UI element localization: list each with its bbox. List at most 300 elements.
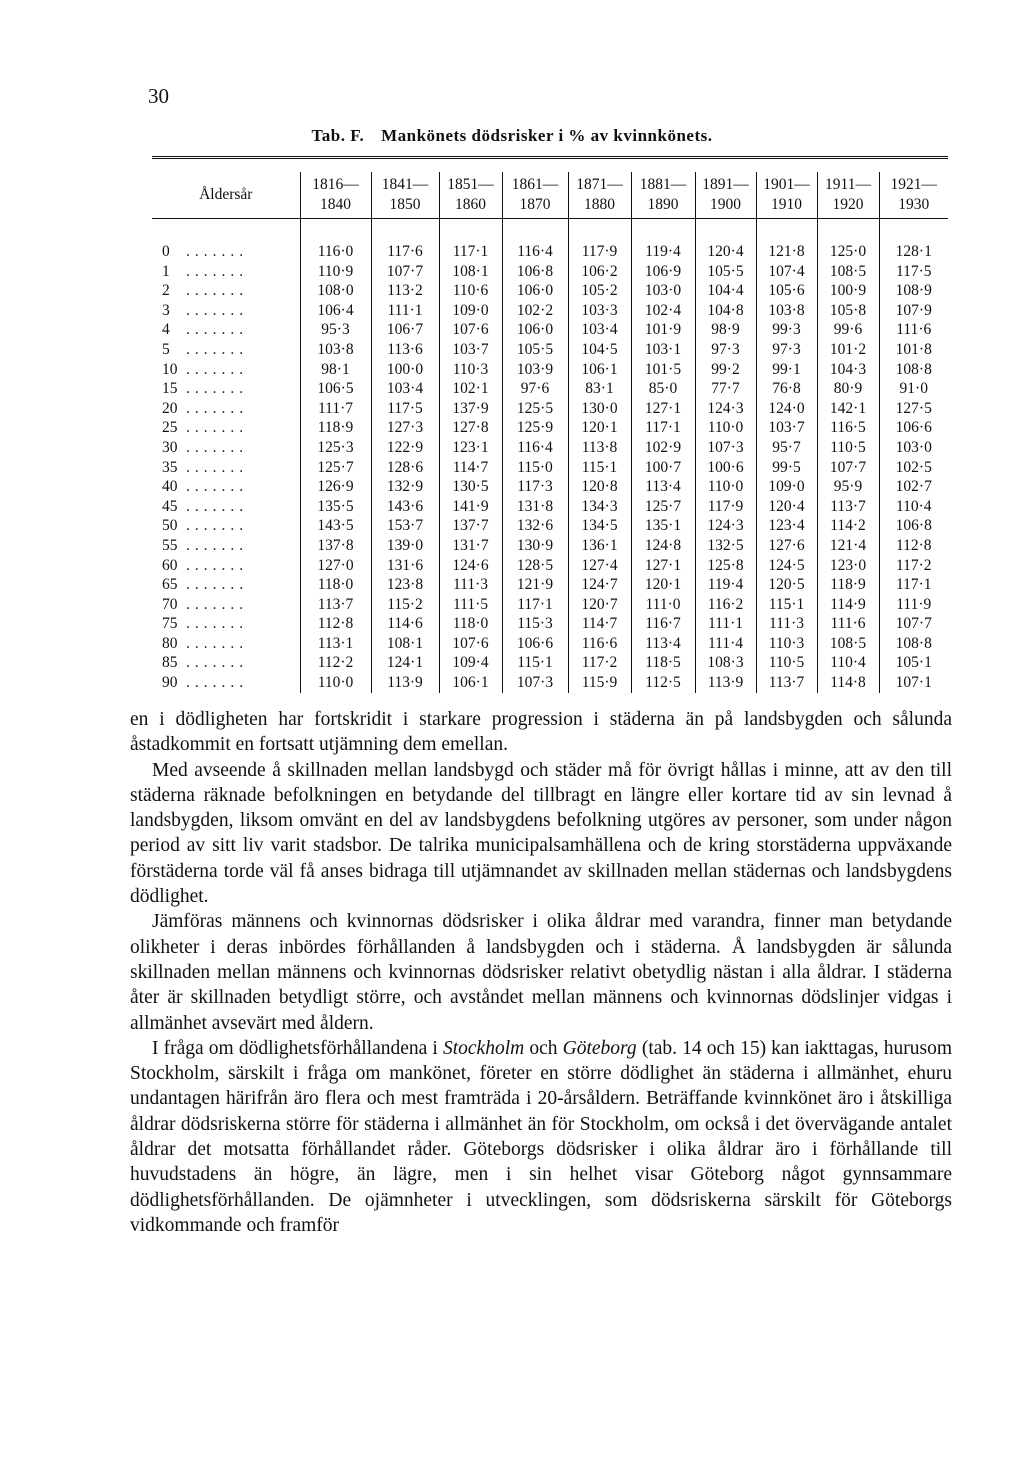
value-cell: 120·1 — [568, 418, 631, 438]
value-cell: 134·3 — [568, 497, 631, 517]
value-cell: 99·1 — [756, 360, 817, 380]
value-cell: 126·9 — [300, 477, 371, 497]
table-row — [152, 438, 948, 458]
value-cell: 109·4 — [439, 653, 502, 673]
value-cell: 111·6 — [879, 320, 948, 340]
value-cell: 106·1 — [439, 673, 502, 693]
value-cell: 117·2 — [568, 653, 631, 673]
value-cell: 118·0 — [439, 614, 502, 634]
table-row — [152, 320, 948, 340]
value-cell: 127·0 — [300, 556, 371, 576]
value-cell: 111·4 — [695, 634, 756, 654]
value-cell: 141·9 — [439, 497, 502, 517]
value-cell: 117·9 — [568, 242, 631, 262]
table-row — [152, 458, 948, 478]
value-cell: 124·3 — [695, 399, 756, 419]
table-row — [152, 516, 948, 536]
value-cell: 118·9 — [300, 418, 371, 438]
age-cell: 80 ....... — [162, 634, 249, 652]
value-cell: 105·6 — [756, 281, 817, 301]
value-cell: 105·5 — [502, 340, 568, 360]
value-cell: 114·7 — [439, 458, 502, 478]
value-cell: 103·1 — [631, 340, 695, 360]
value-cell: 109·0 — [439, 301, 502, 321]
value-cell: 114·2 — [817, 516, 879, 536]
value-cell: 132·5 — [695, 536, 756, 556]
value-cell: 106·0 — [502, 320, 568, 340]
value-cell: 100·9 — [817, 281, 879, 301]
place-name: Stockholm — [442, 1037, 525, 1059]
age-cell: 70 ....... — [162, 595, 249, 613]
value-cell: 113·8 — [568, 438, 631, 458]
value-cell: 103·8 — [300, 340, 371, 360]
value-cell: 111·5 — [439, 595, 502, 615]
value-cell: 125·0 — [817, 242, 879, 262]
age-cell: 0 ....... — [162, 243, 249, 260]
value-cell: 117·3 — [502, 477, 568, 497]
value-cell: 124·7 — [568, 575, 631, 595]
body-text — [130, 707, 952, 1238]
value-cell: 127·3 — [371, 418, 439, 438]
value-cell: 127·6 — [756, 536, 817, 556]
value-cell: 110·3 — [439, 360, 502, 380]
value-cell: 105·1 — [879, 653, 948, 673]
value-cell: 127·1 — [631, 399, 695, 419]
value-cell: 110·4 — [879, 497, 948, 517]
value-cell: 127·8 — [439, 418, 502, 438]
value-cell: 111·3 — [756, 614, 817, 634]
period-header: 1861— 1870 — [502, 172, 568, 218]
value-cell: 116·5 — [817, 418, 879, 438]
paragraph: I fråga om dödlighetsförhållandena i Stockholm och Göteborg (tab. 14 och 15) kan iakttagas, hurusom Stockholm, särskilt i fråga om mankönet, företer en större dödlighet än städerna i allmänhet, ehuru undantagen härifrån äro flera och mest framträda i 20-årsåldern. Beträffande kvinnkönet äro i åtskilliga åldrar dödsriskerna större för städerna i allmänhet än för Stockholm, om också i det övervägande antalet åldrar det motsatta förhållandet råder. Göteborgs dödsrisker i olika åldrar äro i förhållande till huvudstadens än högre, än lägre, men i sin helhet visar Göteborg något gynnsammare dödlighetsförhållanden. De ojämnheter i utvecklingen, som dödsriskerna särskilt för Göteborgs vidkommande och framför — [130, 1037, 953, 1236]
value-cell: 110·5 — [817, 438, 879, 458]
value-cell: 123·0 — [817, 556, 879, 576]
value-cell: 102·2 — [502, 301, 568, 321]
value-cell: 107·3 — [695, 438, 756, 458]
value-cell: 137·7 — [439, 516, 502, 536]
value-cell: 106·7 — [371, 320, 439, 340]
value-cell: 100·6 — [695, 458, 756, 478]
value-cell: 108·5 — [817, 634, 879, 654]
value-cell: 115·1 — [502, 653, 568, 673]
value-cell: 107·7 — [371, 262, 439, 282]
value-cell: 100·0 — [371, 360, 439, 380]
period-header: 1816— 1840 — [300, 172, 371, 218]
value-cell: 132·9 — [371, 477, 439, 497]
value-cell: 113·7 — [756, 673, 817, 693]
value-cell: 120·7 — [568, 595, 631, 615]
table-row — [152, 301, 948, 321]
value-cell: 108·9 — [879, 281, 948, 301]
value-cell: 114·6 — [371, 614, 439, 634]
table-row — [152, 634, 948, 654]
value-cell: 102·9 — [631, 438, 695, 458]
value-cell: 116·7 — [631, 614, 695, 634]
value-cell: 115·9 — [568, 673, 631, 693]
value-cell: 83·1 — [568, 379, 631, 399]
value-cell: 120·8 — [568, 477, 631, 497]
value-cell: 110·3 — [756, 634, 817, 654]
table-row — [152, 575, 948, 595]
table-header-rule — [152, 218, 948, 219]
table-body — [152, 218, 948, 693]
value-cell: 137·8 — [300, 536, 371, 556]
value-cell: 99·3 — [756, 320, 817, 340]
age-cell: 25 ....... — [162, 419, 249, 437]
value-cell: 95·7 — [756, 438, 817, 458]
value-cell: 108·1 — [371, 634, 439, 654]
value-cell: 113·4 — [631, 634, 695, 654]
age-cell: 3 ....... — [162, 301, 249, 319]
page-number: 30 — [148, 84, 169, 108]
value-cell: 108·3 — [695, 653, 756, 673]
value-cell: 143·5 — [300, 516, 371, 536]
value-cell: 130·5 — [439, 477, 502, 497]
value-cell: 107·6 — [439, 634, 502, 654]
value-cell: 110·0 — [695, 477, 756, 497]
value-cell: 106·8 — [879, 516, 948, 536]
value-cell: 99·5 — [756, 458, 817, 478]
value-cell: 101·2 — [817, 340, 879, 360]
table-row — [152, 281, 948, 301]
value-cell: 125·9 — [502, 418, 568, 438]
value-cell: 125·3 — [300, 438, 371, 458]
value-cell: 116·2 — [695, 595, 756, 615]
value-cell: 85·0 — [631, 379, 695, 399]
value-cell: 113·9 — [371, 673, 439, 693]
value-cell: 120·4 — [695, 242, 756, 262]
value-cell: 125·5 — [502, 399, 568, 419]
age-cell: 55 ....... — [162, 536, 249, 554]
value-cell: 134·5 — [568, 516, 631, 536]
age-cell: 10 ....... — [162, 360, 249, 378]
value-cell: 107·3 — [502, 673, 568, 693]
mortality-ratio-table — [152, 172, 948, 693]
value-cell: 142·1 — [817, 399, 879, 419]
value-cell: 113·4 — [631, 477, 695, 497]
age-cell: 85 ....... — [162, 654, 249, 672]
age-cell: 5 ....... — [162, 340, 249, 358]
value-cell: 121·8 — [756, 242, 817, 262]
value-cell: 117·2 — [879, 556, 948, 576]
value-cell: 131·6 — [371, 556, 439, 576]
value-cell: 106·6 — [879, 418, 948, 438]
value-cell: 128·5 — [502, 556, 568, 576]
value-cell: 104·5 — [568, 340, 631, 360]
value-cell: 122·9 — [371, 438, 439, 458]
value-cell: 99·2 — [695, 360, 756, 380]
value-cell: 103·7 — [756, 418, 817, 438]
value-cell: 110·5 — [756, 653, 817, 673]
value-cell: 106·1 — [568, 360, 631, 380]
age-cell: 45 ....... — [162, 497, 249, 515]
value-cell: 116·0 — [300, 242, 371, 262]
value-cell: 113·7 — [300, 595, 371, 615]
paragraph: Jämföras männens och kvinnornas dödsrisker i olika åldrar med varandra, finner man betydande olikheter i deras inbördes förhållanden å landsbygden och i städerna. Å landsbygden är sålunda skillnaden mellan männens och kvinnornas dödsrisker relativt obetydlig nästan i alla åldrar. I städerna åter är skillnaden betydligt större, och avståndet mellan männens och kvinnornas dödslinjer vidgas i allmänhet avsevärt med åldern. — [130, 911, 953, 1034]
value-cell: 99·6 — [817, 320, 879, 340]
table-header-row — [152, 172, 948, 218]
value-cell: 120·5 — [756, 575, 817, 595]
value-cell: 121·4 — [817, 536, 879, 556]
value-cell: 117·1 — [879, 575, 948, 595]
value-cell: 103·4 — [568, 320, 631, 340]
value-cell: 102·5 — [879, 458, 948, 478]
value-cell: 120·1 — [631, 575, 695, 595]
value-cell: 113·7 — [817, 497, 879, 517]
value-cell: 102·4 — [631, 301, 695, 321]
value-cell: 124·1 — [371, 653, 439, 673]
value-cell: 125·7 — [631, 497, 695, 517]
value-cell: 124·8 — [631, 536, 695, 556]
value-cell: 103·9 — [502, 360, 568, 380]
value-cell: 112·2 — [300, 653, 371, 673]
value-cell: 103·0 — [879, 438, 948, 458]
value-cell: 108·8 — [879, 634, 948, 654]
value-cell: 106·9 — [631, 262, 695, 282]
age-cell: 20 ....... — [162, 399, 249, 417]
value-cell: 111·1 — [695, 614, 756, 634]
value-cell: 110·9 — [300, 262, 371, 282]
value-cell: 103·3 — [568, 301, 631, 321]
table-title-text: Mankönets dödsrisker i % av kvinnkönets. — [381, 126, 713, 145]
table-row — [152, 673, 948, 693]
value-cell: 130·0 — [568, 399, 631, 419]
value-cell: 108·5 — [817, 262, 879, 282]
value-cell: 97·6 — [502, 379, 568, 399]
value-cell: 106·2 — [568, 262, 631, 282]
value-cell: 102·1 — [439, 379, 502, 399]
value-cell: 103·7 — [439, 340, 502, 360]
value-cell: 108·1 — [439, 262, 502, 282]
value-cell: 123·1 — [439, 438, 502, 458]
value-cell: 114·8 — [817, 673, 879, 693]
value-cell: 114·9 — [817, 595, 879, 615]
value-cell: 135·1 — [631, 516, 695, 536]
age-cell: 2 ....... — [162, 282, 249, 300]
value-cell: 103·4 — [371, 379, 439, 399]
value-cell: 103·8 — [756, 301, 817, 321]
value-cell: 111·7 — [300, 399, 371, 419]
value-cell: 125·8 — [695, 556, 756, 576]
value-cell: 91·0 — [879, 379, 948, 399]
value-cell: 97·3 — [695, 340, 756, 360]
value-cell: 124·0 — [756, 399, 817, 419]
value-cell: 106·4 — [300, 301, 371, 321]
value-cell: 124·5 — [756, 556, 817, 576]
age-cell: 90 ....... — [162, 674, 249, 692]
value-cell: 113·1 — [300, 634, 371, 654]
value-cell: 118·5 — [631, 653, 695, 673]
table-title-label: Tab. F. — [311, 126, 365, 145]
value-cell: 120·4 — [756, 497, 817, 517]
value-cell: 132·6 — [502, 516, 568, 536]
value-cell: 105·8 — [817, 301, 879, 321]
paragraph: Med avseende å skillnaden mellan landsbygd och städer må för övrigt hållas i minne, att av den till städerna räknade befolkningen en betydande del tillbragt en längre eller kortare tid av sin levnad å landsbygden, liksom omvänt en del av landsbygdens befolkning utgöres av personer, som under någon period av sitt liv varit stadsbor. De talrika municipalsamhällena och de kring storstäderna uppväxande förstäderna torde väl få anses bidraga till utjämnandet av skillnaden mellan städernas och landsbygdens dödlighet. — [130, 759, 953, 908]
period-header: 1851— 1860 — [439, 172, 502, 218]
value-cell: 107·6 — [439, 320, 502, 340]
value-cell: 115·1 — [568, 458, 631, 478]
value-cell: 113·9 — [695, 673, 756, 693]
value-cell: 108·8 — [879, 360, 948, 380]
value-cell: 95·9 — [817, 477, 879, 497]
value-cell: 113·2 — [371, 281, 439, 301]
value-cell: 117·1 — [439, 242, 502, 262]
period-header: 1891— 1900 — [695, 172, 756, 218]
value-cell: 104·3 — [817, 360, 879, 380]
value-cell: 105·5 — [695, 262, 756, 282]
value-cell: 128·1 — [879, 242, 948, 262]
table-row — [152, 262, 948, 282]
value-cell: 111·1 — [371, 301, 439, 321]
value-cell: 124·6 — [439, 556, 502, 576]
value-cell: 128·6 — [371, 458, 439, 478]
value-cell: 117·5 — [879, 262, 948, 282]
value-cell: 104·8 — [695, 301, 756, 321]
period-header: 1881— 1890 — [631, 172, 695, 218]
value-cell: 100·7 — [631, 458, 695, 478]
value-cell: 110·0 — [695, 418, 756, 438]
table-row — [152, 497, 948, 517]
value-cell: 139·0 — [371, 536, 439, 556]
value-cell: 114·7 — [568, 614, 631, 634]
value-cell: 113·6 — [371, 340, 439, 360]
value-cell: 107·9 — [879, 301, 948, 321]
age-cell: 40 ....... — [162, 478, 249, 496]
value-cell: 121·9 — [502, 575, 568, 595]
header-spacer-row — [152, 218, 948, 242]
value-cell: 143·6 — [371, 497, 439, 517]
value-cell: 119·4 — [695, 575, 756, 595]
value-cell: 153·7 — [371, 516, 439, 536]
table-row — [152, 614, 948, 634]
age-cell: 30 ....... — [162, 438, 249, 456]
value-cell: 95·3 — [300, 320, 371, 340]
value-cell: 127·1 — [631, 556, 695, 576]
value-cell: 106·6 — [502, 634, 568, 654]
table-row — [152, 340, 948, 360]
value-cell: 124·3 — [695, 516, 756, 536]
value-cell: 101·9 — [631, 320, 695, 340]
value-cell: 104·4 — [695, 281, 756, 301]
table-row — [152, 418, 948, 438]
value-cell: 109·0 — [756, 477, 817, 497]
period-header: 1871— 1880 — [568, 172, 631, 218]
value-cell: 112·8 — [879, 536, 948, 556]
table-title — [0, 126, 1024, 146]
value-cell: 123·8 — [371, 575, 439, 595]
value-cell: 137·9 — [439, 399, 502, 419]
value-cell: 111·0 — [631, 595, 695, 615]
value-cell: 102·7 — [879, 477, 948, 497]
value-cell: 112·8 — [300, 614, 371, 634]
value-cell: 107·7 — [817, 458, 879, 478]
value-cell: 106·0 — [502, 281, 568, 301]
value-cell: 117·1 — [631, 418, 695, 438]
table-row — [152, 536, 948, 556]
table-row — [152, 360, 948, 380]
value-cell: 107·7 — [879, 614, 948, 634]
value-cell: 131·8 — [502, 497, 568, 517]
value-cell: 119·4 — [631, 242, 695, 262]
value-cell: 112·5 — [631, 673, 695, 693]
age-cell: 35 ....... — [162, 458, 249, 476]
age-cell: 15 ....... — [162, 380, 249, 398]
value-cell: 80·9 — [817, 379, 879, 399]
age-cell: 1 ....... — [162, 262, 249, 280]
table-row — [152, 477, 948, 497]
value-cell: 76·8 — [756, 379, 817, 399]
place-name: Göteborg — [562, 1037, 637, 1059]
value-cell: 115·2 — [371, 595, 439, 615]
period-header: 1911— 1920 — [817, 172, 879, 218]
value-cell: 107·1 — [879, 673, 948, 693]
value-cell: 117·5 — [371, 399, 439, 419]
value-cell: 118·0 — [300, 575, 371, 595]
period-header: 1841— 1850 — [371, 172, 439, 218]
value-cell: 107·4 — [756, 262, 817, 282]
value-cell: 103·0 — [631, 281, 695, 301]
table-top-rule — [152, 156, 948, 162]
age-column-header: Åldersår — [199, 186, 253, 203]
value-cell: 111·3 — [439, 575, 502, 595]
value-cell: 110·0 — [300, 673, 371, 693]
value-cell: 77·7 — [695, 379, 756, 399]
value-cell: 130·9 — [502, 536, 568, 556]
value-cell: 117·1 — [502, 595, 568, 615]
value-cell: 125·7 — [300, 458, 371, 478]
value-cell: 117·6 — [371, 242, 439, 262]
value-cell: 116·6 — [568, 634, 631, 654]
value-cell: 111·6 — [817, 614, 879, 634]
value-cell: 115·1 — [756, 595, 817, 615]
value-cell: 106·5 — [300, 379, 371, 399]
value-cell: 106·8 — [502, 262, 568, 282]
value-cell: 116·4 — [502, 438, 568, 458]
value-cell: 117·9 — [695, 497, 756, 517]
table-row — [152, 242, 948, 262]
value-cell: 136·1 — [568, 536, 631, 556]
value-cell: 98·1 — [300, 360, 371, 380]
table-row — [152, 379, 948, 399]
value-cell: 123·4 — [756, 516, 817, 536]
age-cell: 65 ....... — [162, 576, 249, 594]
value-cell: 101·8 — [879, 340, 948, 360]
value-cell: 111·9 — [879, 595, 948, 615]
value-cell: 135·5 — [300, 497, 371, 517]
age-cell: 75 ....... — [162, 615, 249, 633]
table-row — [152, 399, 948, 419]
value-cell: 110·6 — [439, 281, 502, 301]
value-cell: 115·3 — [502, 614, 568, 634]
paragraph: en i dödligheten har fortskridit i starkare progression i städerna än på landsbygden och sålunda åstadkommit en fortsatt utjämning dem emellan. — [130, 709, 952, 756]
value-cell: 110·4 — [817, 653, 879, 673]
value-cell: 115·0 — [502, 458, 568, 478]
value-cell: 98·9 — [695, 320, 756, 340]
age-cell: 4 ....... — [162, 321, 249, 339]
age-cell: 60 ....... — [162, 556, 249, 574]
period-header: 1901— 1910 — [756, 172, 817, 218]
value-cell: 118·9 — [817, 575, 879, 595]
value-cell: 105·2 — [568, 281, 631, 301]
age-cell: 50 ....... — [162, 517, 249, 535]
value-cell: 131·7 — [439, 536, 502, 556]
table-row — [152, 595, 948, 615]
value-cell: 127·5 — [879, 399, 948, 419]
value-cell: 108·0 — [300, 281, 371, 301]
value-cell: 116·4 — [502, 242, 568, 262]
value-cell: 101·5 — [631, 360, 695, 380]
table-row — [152, 556, 948, 576]
